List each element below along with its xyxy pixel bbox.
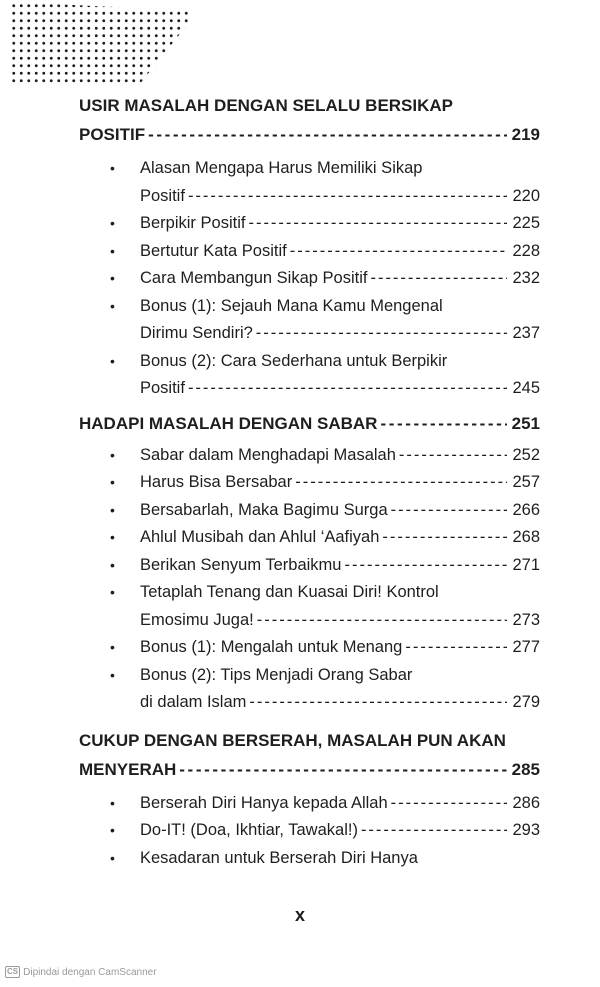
item-title: • Alasan Mengapa Harus Memiliki Sikap <box>140 159 423 177</box>
dot-leader <box>188 183 507 211</box>
item-title: • Bonus (2): Cara Sederhana untuk Berpikir <box>140 351 448 370</box>
dot-leader <box>248 210 507 238</box>
toc-item[interactable] <box>79 634 540 662</box>
toc-item[interactable] <box>79 497 540 525</box>
item-title: • Kesadaran untuk Berserah Diri Hanya <box>140 848 418 867</box>
page-number: 257 <box>512 473 540 491</box>
scanner-watermark <box>5 966 157 978</box>
dot-leader <box>391 790 507 818</box>
item-title: • Do-IT! (Doa, Ikhtiar, Tawakal!) <box>140 821 358 839</box>
chapter-title-line: CUKUP DENGAN BERSERAH, MASALAH PUN AKAN <box>79 730 506 750</box>
toc-item[interactable] <box>79 293 540 348</box>
toc-item[interactable] <box>79 348 540 403</box>
item-title: Emosimu Juga! <box>140 610 254 629</box>
dot-leader <box>295 469 507 497</box>
toc-item[interactable] <box>79 469 540 497</box>
page-number: 285 <box>511 759 540 779</box>
page-number: 293 <box>512 821 540 839</box>
toc-item[interactable] <box>79 552 540 580</box>
page-number: 228 <box>512 241 540 260</box>
toc-item[interactable] <box>79 210 540 238</box>
item-title: • Bertutur Kata Positif <box>140 241 287 260</box>
dot-leader <box>399 442 507 470</box>
dot-leader <box>391 497 507 525</box>
dot-leader <box>344 552 507 580</box>
item-title: • Harus Bisa Bersabar <box>140 473 293 491</box>
page-number: 251 <box>511 413 540 433</box>
dot-leader <box>179 755 507 784</box>
item-title: • Sabar dalam Menghadapi Masalah <box>140 445 396 464</box>
chapter-title-line: HADAPI MASALAH DENGAN SABAR <box>79 413 378 433</box>
scanner-text: Dipindai dengan CamScanner <box>23 966 157 978</box>
item-title: • Ahlul Musibah dan Ahlul ‘Aafiyah <box>140 528 380 546</box>
page-folio: x <box>294 905 305 925</box>
dot-leader <box>249 689 507 717</box>
item-title: • Bonus (1): Mengalah untuk Menang <box>140 638 403 656</box>
item-title: Positif <box>140 379 185 397</box>
item-title: • Berpikir Positif <box>140 214 246 232</box>
dot-leader <box>148 120 507 149</box>
dot-leader <box>257 607 507 635</box>
page-number: 219 <box>511 125 540 144</box>
page-number: 279 <box>512 693 540 711</box>
dot-leader <box>361 817 507 845</box>
item-title: • Bersabarlah, Maka Bagimu Surga <box>140 500 388 519</box>
chapter-title-line: POSITIF <box>79 125 146 144</box>
chapter-title-line: MENYERAH <box>79 759 177 779</box>
toc-item[interactable] <box>79 790 540 818</box>
dot-leader <box>188 375 507 403</box>
camscanner-logo-icon: CS <box>7 967 19 976</box>
dot-leader <box>256 320 507 348</box>
item-title: Positif <box>140 186 185 205</box>
toc-item[interactable] <box>79 265 540 293</box>
item-title: • Berikan Senyum Terbaikmu <box>140 555 342 574</box>
toc-item[interactable] <box>79 238 540 266</box>
item-title: Dirimu Sendiri? <box>140 324 253 342</box>
chapter-heading[interactable] <box>79 91 540 149</box>
dot-leader <box>382 524 507 552</box>
item-title: • Bonus (2): Tips Menjadi Orang Sabar <box>140 665 413 684</box>
page-number: 268 <box>512 528 540 546</box>
chapter-heading[interactable] <box>79 726 540 784</box>
page-number: 266 <box>512 500 540 519</box>
dot-leader <box>370 265 507 293</box>
toc-item[interactable] <box>79 442 540 470</box>
dot-leader <box>380 409 507 438</box>
toc-item[interactable] <box>79 845 540 873</box>
dot-leader <box>405 634 507 662</box>
table-of-contents <box>79 91 540 872</box>
page-number: 286 <box>512 793 540 812</box>
page-number: 245 <box>512 379 540 397</box>
page-number: 252 <box>512 445 540 464</box>
toc-item[interactable] <box>79 662 540 717</box>
page-number: 225 <box>512 214 540 232</box>
item-title: • Cara Membangun Sikap Positif <box>140 269 368 287</box>
item-title: di dalam Islam <box>140 693 247 711</box>
item-title: • Berserah Diri Hanya kepada Allah <box>140 793 388 812</box>
toc-item[interactable] <box>79 155 540 210</box>
halftone-dot-pattern <box>10 2 188 86</box>
toc-item[interactable] <box>79 524 540 552</box>
page-number: 237 <box>512 324 540 342</box>
chapter-title-line: USIR MASALAH DENGAN SELALU BERSIKAP <box>79 96 454 115</box>
page-number: 277 <box>512 638 540 656</box>
item-title: • Bonus (1): Sejauh Mana Kamu Mengenal <box>140 296 443 315</box>
toc-item[interactable] <box>79 817 540 845</box>
dot-leader <box>290 238 507 266</box>
toc-item[interactable] <box>79 579 540 634</box>
page-number: 232 <box>512 269 540 287</box>
page-number: 220 <box>512 186 540 205</box>
chapter-heading[interactable] <box>79 409 540 438</box>
item-title: • Tetaplah Tenang dan Kuasai Diri! Kontrol <box>140 583 439 601</box>
page-number: 273 <box>512 610 540 629</box>
page-number: 271 <box>512 555 540 574</box>
